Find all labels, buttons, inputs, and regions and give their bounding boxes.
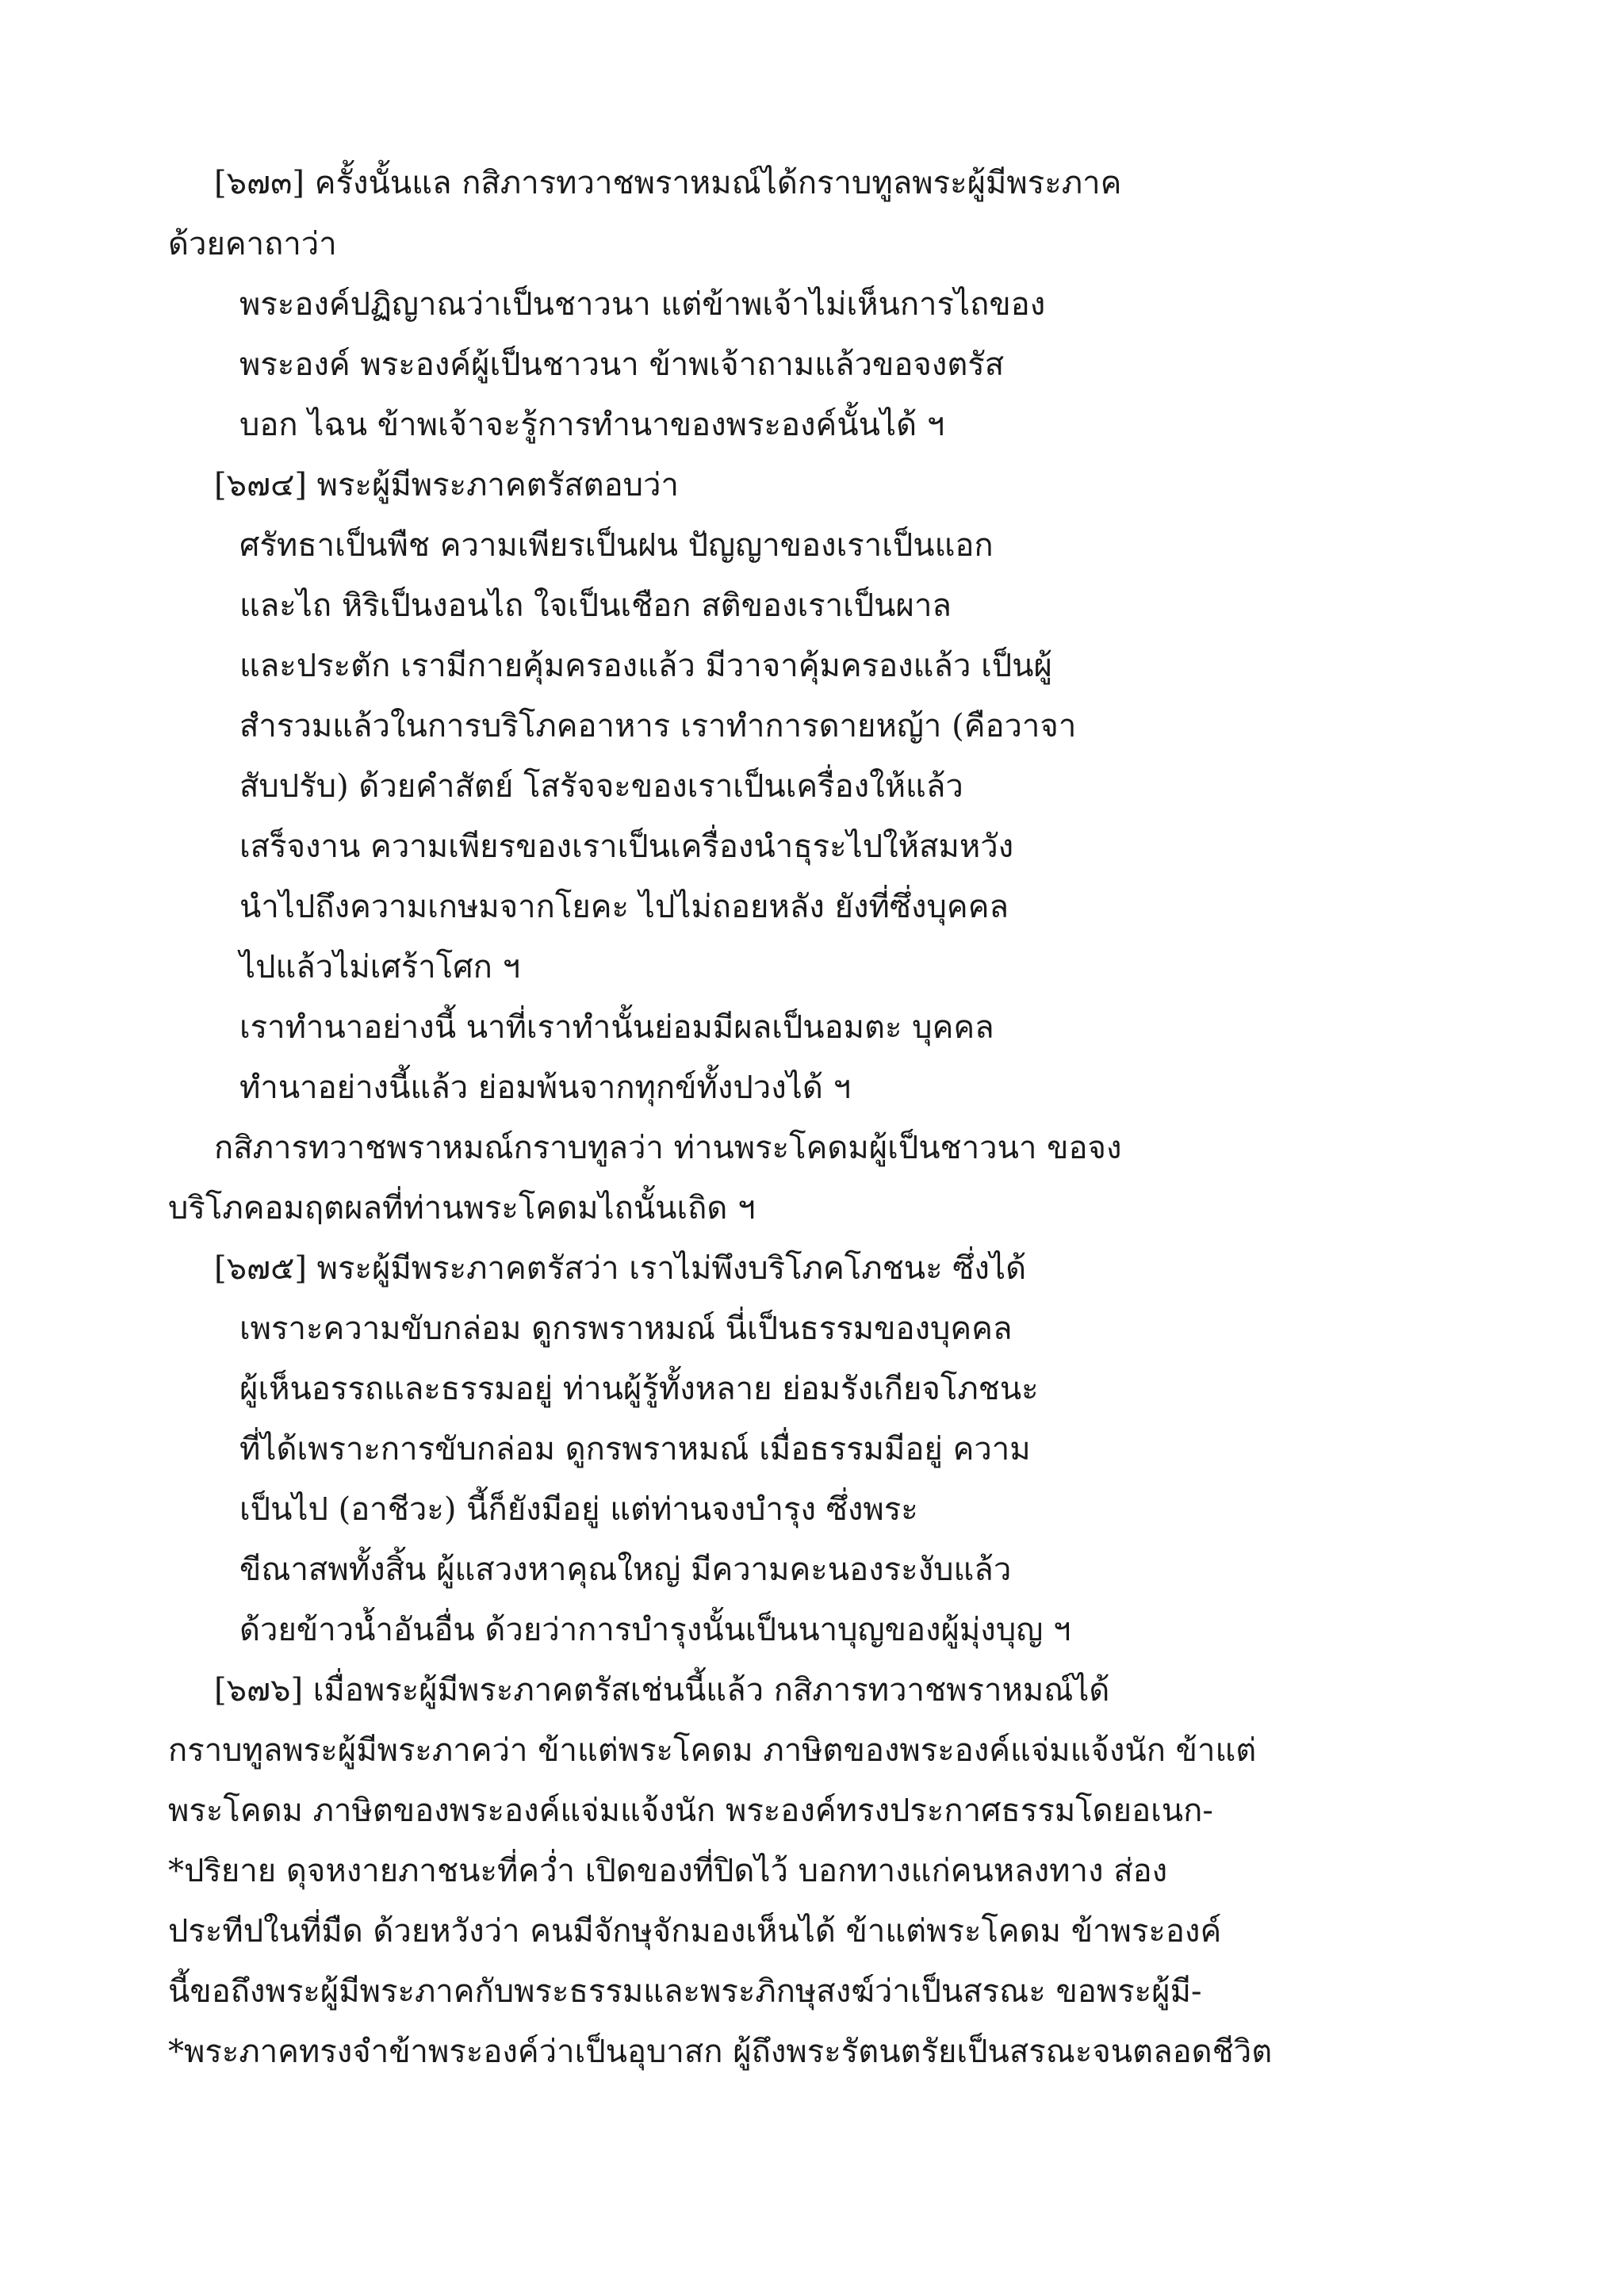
paragraph-673-line-1: [๖๗๓] ครั้งนั้นแล กสิภารทวาชพราหมณ์ได้กราบทูลพระผู้มีพระภาค bbox=[214, 165, 1122, 201]
verse-line: พระองค์ปฏิญาณว่าเป็นชาวนา แต่ข้าพเจ้าไม่เห็นการไถของ bbox=[239, 286, 1046, 323]
prose-line: นี้ขอถึงพระผู้มีพระภาคกับพระธรรมและพระภิกษุสงฆ์ว่าเป็นสรณะ ขอพระผู้มี- bbox=[168, 1973, 1202, 2010]
verse-line: ศรัทธาเป็นพืช ความเพียรเป็นฝน ปัญญาของเราเป็นแอก bbox=[239, 527, 994, 564]
verse-line: เราทำนาอย่างนี้ นาที่เราทำนั้นย่อมมีผลเป็นอมตะ บุคคล bbox=[239, 1009, 994, 1046]
verse-line: สับปรับ) ด้วยคำสัตย์ โสรัจจะของเราเป็นเครื่องให้แล้ว bbox=[239, 768, 963, 805]
prose-line: พระโคดม ภาษิตของพระองค์แจ่มแจ้งนัก พระองค์ทรงประกาศธรรมโดยอเนก- bbox=[168, 1793, 1213, 1829]
paragraph-676-line-1: [๖๗๖] เมื่อพระผู้มีพระภาคตรัสเช่นนี้แล้ว กสิภารทวาชพราหมณ์ได้ bbox=[214, 1672, 1110, 1709]
verse-line: เป็นไป (อาชีวะ) นี้ก็ยังมีอยู่ แต่ท่านจงบำรุง ซึ่งพระ bbox=[239, 1491, 918, 1528]
verse-line: พระองค์ พระองค์ผู้เป็นชาวนา ข้าพเจ้าถามแล้วขอจงตรัส bbox=[239, 346, 1005, 383]
prose-line: กสิภารทวาชพราหมณ์กราบทูลว่า ท่านพระโคดมผู้เป็นชาวนา ขอจง bbox=[214, 1130, 1122, 1166]
prose-line: *พระภาคทรงจำข้าพระองค์ว่าเป็นอุบาสก ผู้ถึงพระรัตนตรัยเป็นสรณะจนตลอดชีวิต bbox=[168, 2034, 1273, 2070]
verse-line: ด้วยข้าวน้ำอันอื่น ด้วยว่าการบำรุงนั้นเป็นนาบุญของผู้มุ่งบุญ ฯ bbox=[239, 1612, 1071, 1648]
prose-line: กราบทูลพระผู้มีพระภาคว่า ข้าแต่พระโคดม ภาษิตของพระองค์แจ่มแจ้งนัก ข้าแต่ bbox=[168, 1732, 1257, 1769]
verse-line: บอก ไฉน ข้าพเจ้าจะรู้การทำนาของพระองค์นั้นได้ ฯ bbox=[239, 407, 945, 443]
verse-line: ที่ได้เพราะการขับกล่อม ดูกรพราหมณ์ เมื่อธรรมมีอยู่ ความ bbox=[239, 1431, 1031, 1468]
verse-line: นำไปถึงความเกษมจากโยคะ ไปไม่ถอยหลัง ยังที่ซึ่งบุคคล bbox=[239, 889, 1009, 925]
verse-line: ผู้เห็นอรรถและธรรมอยู่ ท่านผู้รู้ทั้งหลาย ย่อมรังเกียจโภชนะ bbox=[239, 1371, 1039, 1407]
verse-line: ขีณาสพทั้งสิ้น ผู้แสวงหาคุณใหญ่ มีความคะนองระงับแล้ว bbox=[239, 1552, 1012, 1588]
paragraph-673-line-2: ด้วยคาถาว่า bbox=[168, 226, 337, 262]
verse-line: สำรวมแล้วในการบริโภคอาหาร เราทำการดายหญ้า (คือวาจา bbox=[239, 708, 1077, 744]
prose-line: ประทีปในที่มืด ด้วยหวังว่า คนมีจักษุจักมองเห็นได้ ข้าแต่พระโคดม ข้าพระองค์ bbox=[168, 1913, 1222, 1950]
paragraph-674-line-1: [๖๗๔] พระผู้มีพระภาคตรัสตอบว่า bbox=[214, 467, 679, 503]
prose-line: *ปริยาย ดุจหงายภาชนะที่คว่ำ เปิดของที่ปิดไว้ บอกทางแก่คนหลงทาง ส่อง bbox=[168, 1853, 1168, 1889]
paragraph-675-line-1: [๖๗๕] พระผู้มีพระภาคตรัสว่า เราไม่พึงบริโภคโภชนะ ซึ่งได้ bbox=[214, 1250, 1027, 1287]
verse-line: และประตัก เรามีกายคุ้มครองแล้ว มีวาจาคุ้มครองแล้ว เป็นผู้ bbox=[239, 648, 1052, 684]
verse-line: เสร็จงาน ความเพียรของเราเป็นเครื่องนำธุระไปให้สมหวัง bbox=[239, 828, 1014, 865]
verse-line: เพราะความขับกล่อม ดูกรพราหมณ์ นี่เป็นธรรมของบุคคล bbox=[239, 1311, 1013, 1347]
verse-line: ไปแล้วไม่เศร้าโศก ฯ bbox=[239, 949, 521, 985]
verse-line: และไถ หิริเป็นงอนไถ ใจเป็นเชือก สติของเราเป็นผาล bbox=[239, 587, 952, 624]
verse-line: ทำนาอย่างนี้แล้ว ย่อมพ้นจากทุกข์ทั้งปวงได้ ฯ bbox=[239, 1070, 852, 1106]
prose-line: บริโภคอมฤตผลที่ท่านพระโคดมไถนั้นเถิด ฯ bbox=[168, 1190, 756, 1226]
